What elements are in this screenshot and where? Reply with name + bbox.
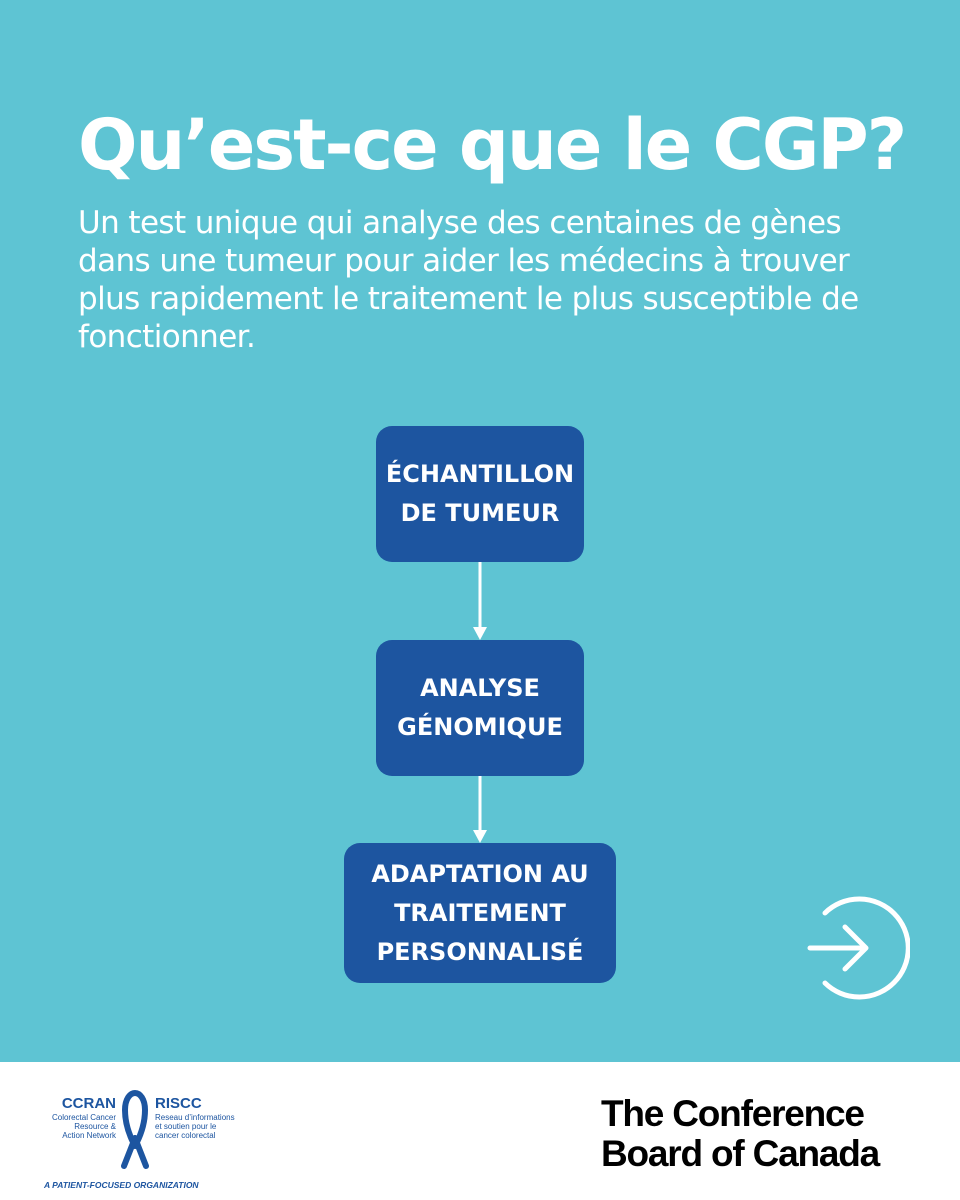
riscc-sub-line: et soutien pour le [155, 1122, 217, 1131]
footer [0, 1062, 960, 1200]
arrow-right-circle-icon [810, 899, 908, 997]
connector-arrow-2 [473, 776, 487, 843]
ccran-tagline: A PATIENT-FOCUSED ORGANIZATION [44, 1180, 199, 1190]
riscc-sub-line: Reseau d’informations [155, 1113, 235, 1122]
connector-arrow-1 [473, 562, 487, 640]
ccran-sub-line: Colorectal Cancer [51, 1113, 116, 1122]
ribbon-icon [124, 1093, 146, 1166]
flow-step-label: PERSONNALISÉ [376, 937, 584, 966]
flow-step-personalized-treatment [344, 843, 616, 983]
flow-step-label: GÉNOMIQUE [397, 713, 563, 741]
ccran-sub-line: Resource & [74, 1122, 116, 1131]
ccran-name: CCRAN [61, 1095, 116, 1112]
conference-board-logo-line: Board of Canada [601, 1133, 880, 1174]
conference-board-logo-line: The Conference [601, 1093, 864, 1134]
page-title: Qu’est-ce que le CGP? [78, 104, 906, 186]
flow-step-label: DE TUMEUR [400, 499, 560, 527]
flow-step-genomic-analysis [376, 640, 584, 776]
conference-board-logo [601, 1094, 879, 1174]
flow-step-tumor-sample [376, 426, 584, 562]
ccran-sub-line: Action Network [62, 1131, 116, 1140]
ccran-riscc-logo [40, 1086, 260, 1196]
riscc-name: RISCC [155, 1095, 202, 1112]
riscc-sub-line: cancer colorectal [155, 1131, 216, 1140]
next-slide-button[interactable] [800, 893, 910, 1003]
page-description: Un test unique qui analyse des centaines de gènes dans une tumeur pour aider les médecins à trouver plus rapidement le traitement le plus susceptible de fonctionner. [78, 205, 859, 355]
flow-step-label: TRAITEMENT [394, 898, 566, 927]
flow-step-label: ADAPTATION AU [371, 859, 589, 888]
flow-step-label: ANALYSE [420, 674, 540, 702]
flow-step-label: ÉCHANTILLON [385, 460, 575, 488]
